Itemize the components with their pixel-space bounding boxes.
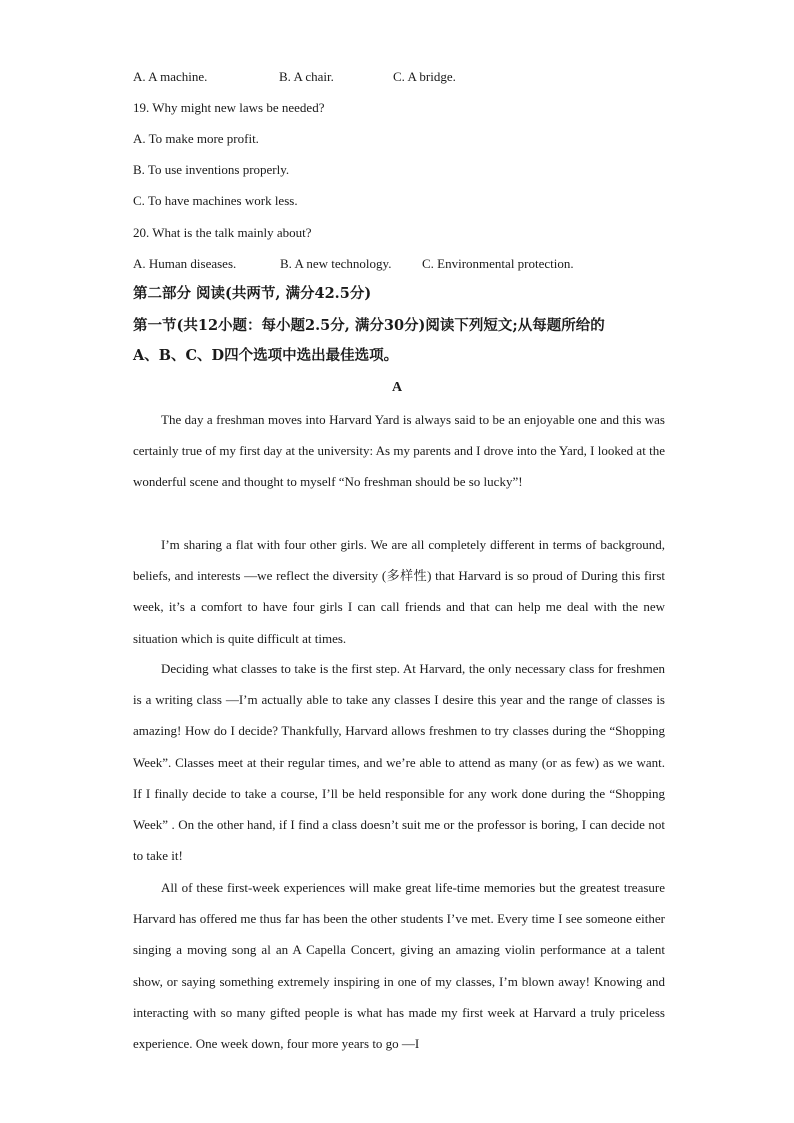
q19-option-a: A. To make more profit. [133,131,259,146]
passage-paragraph-2: I’m sharing a flat with four other girls. We are all completely different in terms of background, beliefs, and interests —we reflect the diversity (多样性) that Harvard is so proud of During this first week, it’s a comfort to have four girls I can call friends and that can help me deal with the new situation which is quite difficult at times. [133,537,665,646]
section1-instruction-line2: A、B、C、D四个选项中选出最佳选项。 [133,347,399,364]
q20-option-a: A. Human diseases. [133,256,237,271]
q18-option-b: B. A chair. [279,69,334,84]
q19-question: 19. Why might new laws be needed? [133,100,325,115]
passage-paragraph-1: The day a freshman moves into Harvard Yard is always said to be an enjoyable one and this was certainly true of my first day at the university: As my parents and I drove into the Yard, I looked at the wonderful scene and thought to myself “No freshman should be so lucky”! [133,412,665,490]
q20-option-c: C. Environmental protection. [422,256,574,271]
passage-paragraph-4: All of these first-week experiences will make great life-time memories but the greatest treasure Harvard has offered me thus far has been the other students I’ve met. Every time I see someone either singing a moving song al an A Capella Concert, giving an amazing violin performance at a talent show, or saying something extremely inspiring in one of my classes, I’m blown away! Knowing and interacting with so many gifted people is what has made my first week at Harvard a truly priceless experience. One week down, four more years to go —I [133,880,665,1052]
q20-option-b: B. A new technology. [280,256,392,271]
part2-title: 第二部分 阅读(共两节, 满分42.5分) [133,285,372,302]
passage-label: A [391,380,403,395]
q18-option-a: A. A machine. [133,69,208,84]
section1-instruction-line1: 第一节(共12小题：每小题2.5分, 满分30分)阅读下列短文;从每题所给的 [133,317,605,334]
q19-option-b: B. To use inventions properly. [133,162,290,177]
q19-option-c: C. To have machines work less. [133,193,298,208]
q18-option-c: C. A bridge. [393,69,456,84]
passage-paragraph-3: Deciding what classes to take is the first step. At Harvard, the only necessary class for freshmen is a writing class —I’m actually able to take any classes I desire this year and the range of classes is amazing! How do I decide? Thankfully, Harvard allows freshmen to try classes during the “Shopping Week”. Classes meet at their regular times, and we’re able to attend as many (or as few) as we want. If I finally decide to take a course, I’ll be held responsible for any work done during the “Shopping Week” . On the other hand, if I find a class doesn’t suit me or the professor is boring, I can decide not to take it! [133,661,665,864]
q20-question: 20. What is the talk mainly about? [133,225,312,240]
